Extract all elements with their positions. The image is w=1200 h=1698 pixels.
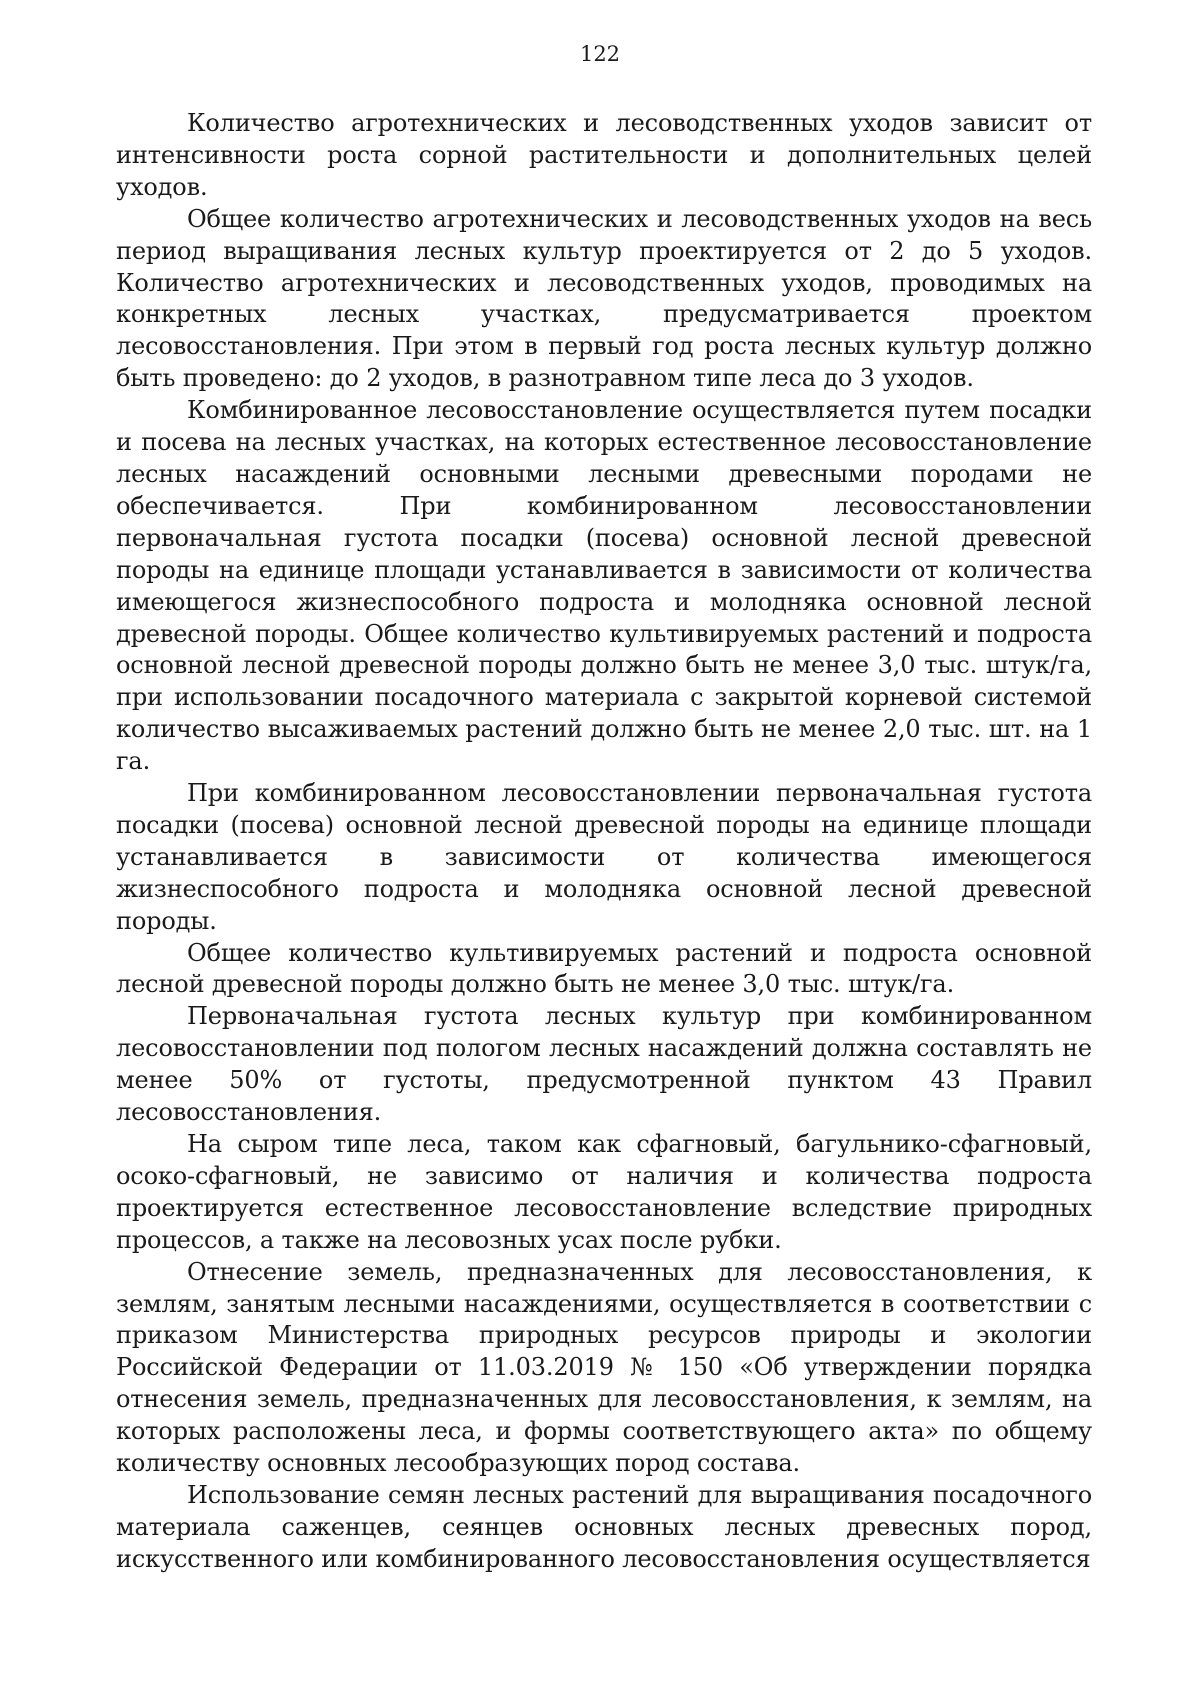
paragraph-seed-use: Использование семян лесных растений для выращивания посадочного материала саженцев, сеянцев основных лесных древесных пород, искусственного или комбинированного лесовосстановления осуществляется [116, 1480, 1092, 1573]
paragraph-canopy-density: Первоначальная густота лесных культур при комбинированном лесовосстановлении под пологом лесных насаждений должна составлять не менее 50% от густоты, предусмотренной пунктом 43 Правил лесовосстановления. [116, 1002, 1092, 1127]
paragraph-total-care: Общее количество агротехнических и лесоводственных уходов на весь период выращивания лесных культур проектируется от 2 до 5 уходов. Количество агротехнических и лесоводственных уходов, проводимых на конкретных лесных участках, предусматривается проектом лесовосстановления. При этом в первый год роста лесных культур должно быть проведено: до 2 уходов, в разнотравном типе леса до 3 уходов. [116, 204, 1092, 393]
page-number: 122 [579, 42, 621, 66]
paragraph-land-classification: Отнесение земель, предназначенных для лесовосстановления, к землям, занятым лесными насаждениями, осуществляется в соответствии с приказом Министерства природных ресурсов природы и экологии Российской Федерации от 11.03.2019 № 150 «Об утверждении порядка отнесения земель, предназначенных для лесовосстановления, к землям, на которых расположены леса, и формы соответствующего акта» по общему количеству основных лесообразующих пород состава. [116, 1257, 1092, 1478]
paragraph-wet-forest: На сыром типе леса, таком как сфагновый, багульнико-сфагновый, осоко-сфагновый, не зависимо от наличия и количества подроста проектируется естественное лесовосстановление вследствие природных процессов, а также на лесовозных усах после рубки. [116, 1130, 1092, 1254]
paragraph-total-plants: Общее количество культивируемых растений и подроста основной лесной древесной породы должно быть не менее 3,0 тыс. штук/га. [116, 938, 1092, 999]
paragraph-care-count: Количество агротехнических и лесоводственных уходов зависит от интенсивности роста сорной растительности и дополнительных целей уходов. [116, 109, 1092, 201]
paragraph-combined-reforestation: Комбинированное лесовосстановление осуществляется путем посадки и посева на лесных участках, на которых естественное лесовосстановление лесных насаждений основными лесными древесными породами не обеспечивается. При комбинированном лесовосстановлении первоначальная густота посадки (посева) основной лесной древесной породы на единице площади устанавливается в зависимости от количества имеющегося жизнеспособного подроста и молодняка основной лесной древесной породы. Общее количество культивируемых растений и подроста основной лесной древесной породы должно быть не менее 3,0 тыс. штук/га, при использовании посадочного материала с закрытой корневой системой количество высаживаемых растений должно быть не менее 2,0 тыс. шт. на 1 га. [116, 396, 1092, 776]
paragraph-initial-density: При комбинированном лесовосстановлении первоначальная густота посадки (посева) основной лесной древесной породы на единице площади устанавливается в зависимости от количества имеющегося жизнеспособного подроста и молодняка основной лесной древесной породы. [116, 779, 1092, 935]
document-body [116, 108, 1092, 1576]
